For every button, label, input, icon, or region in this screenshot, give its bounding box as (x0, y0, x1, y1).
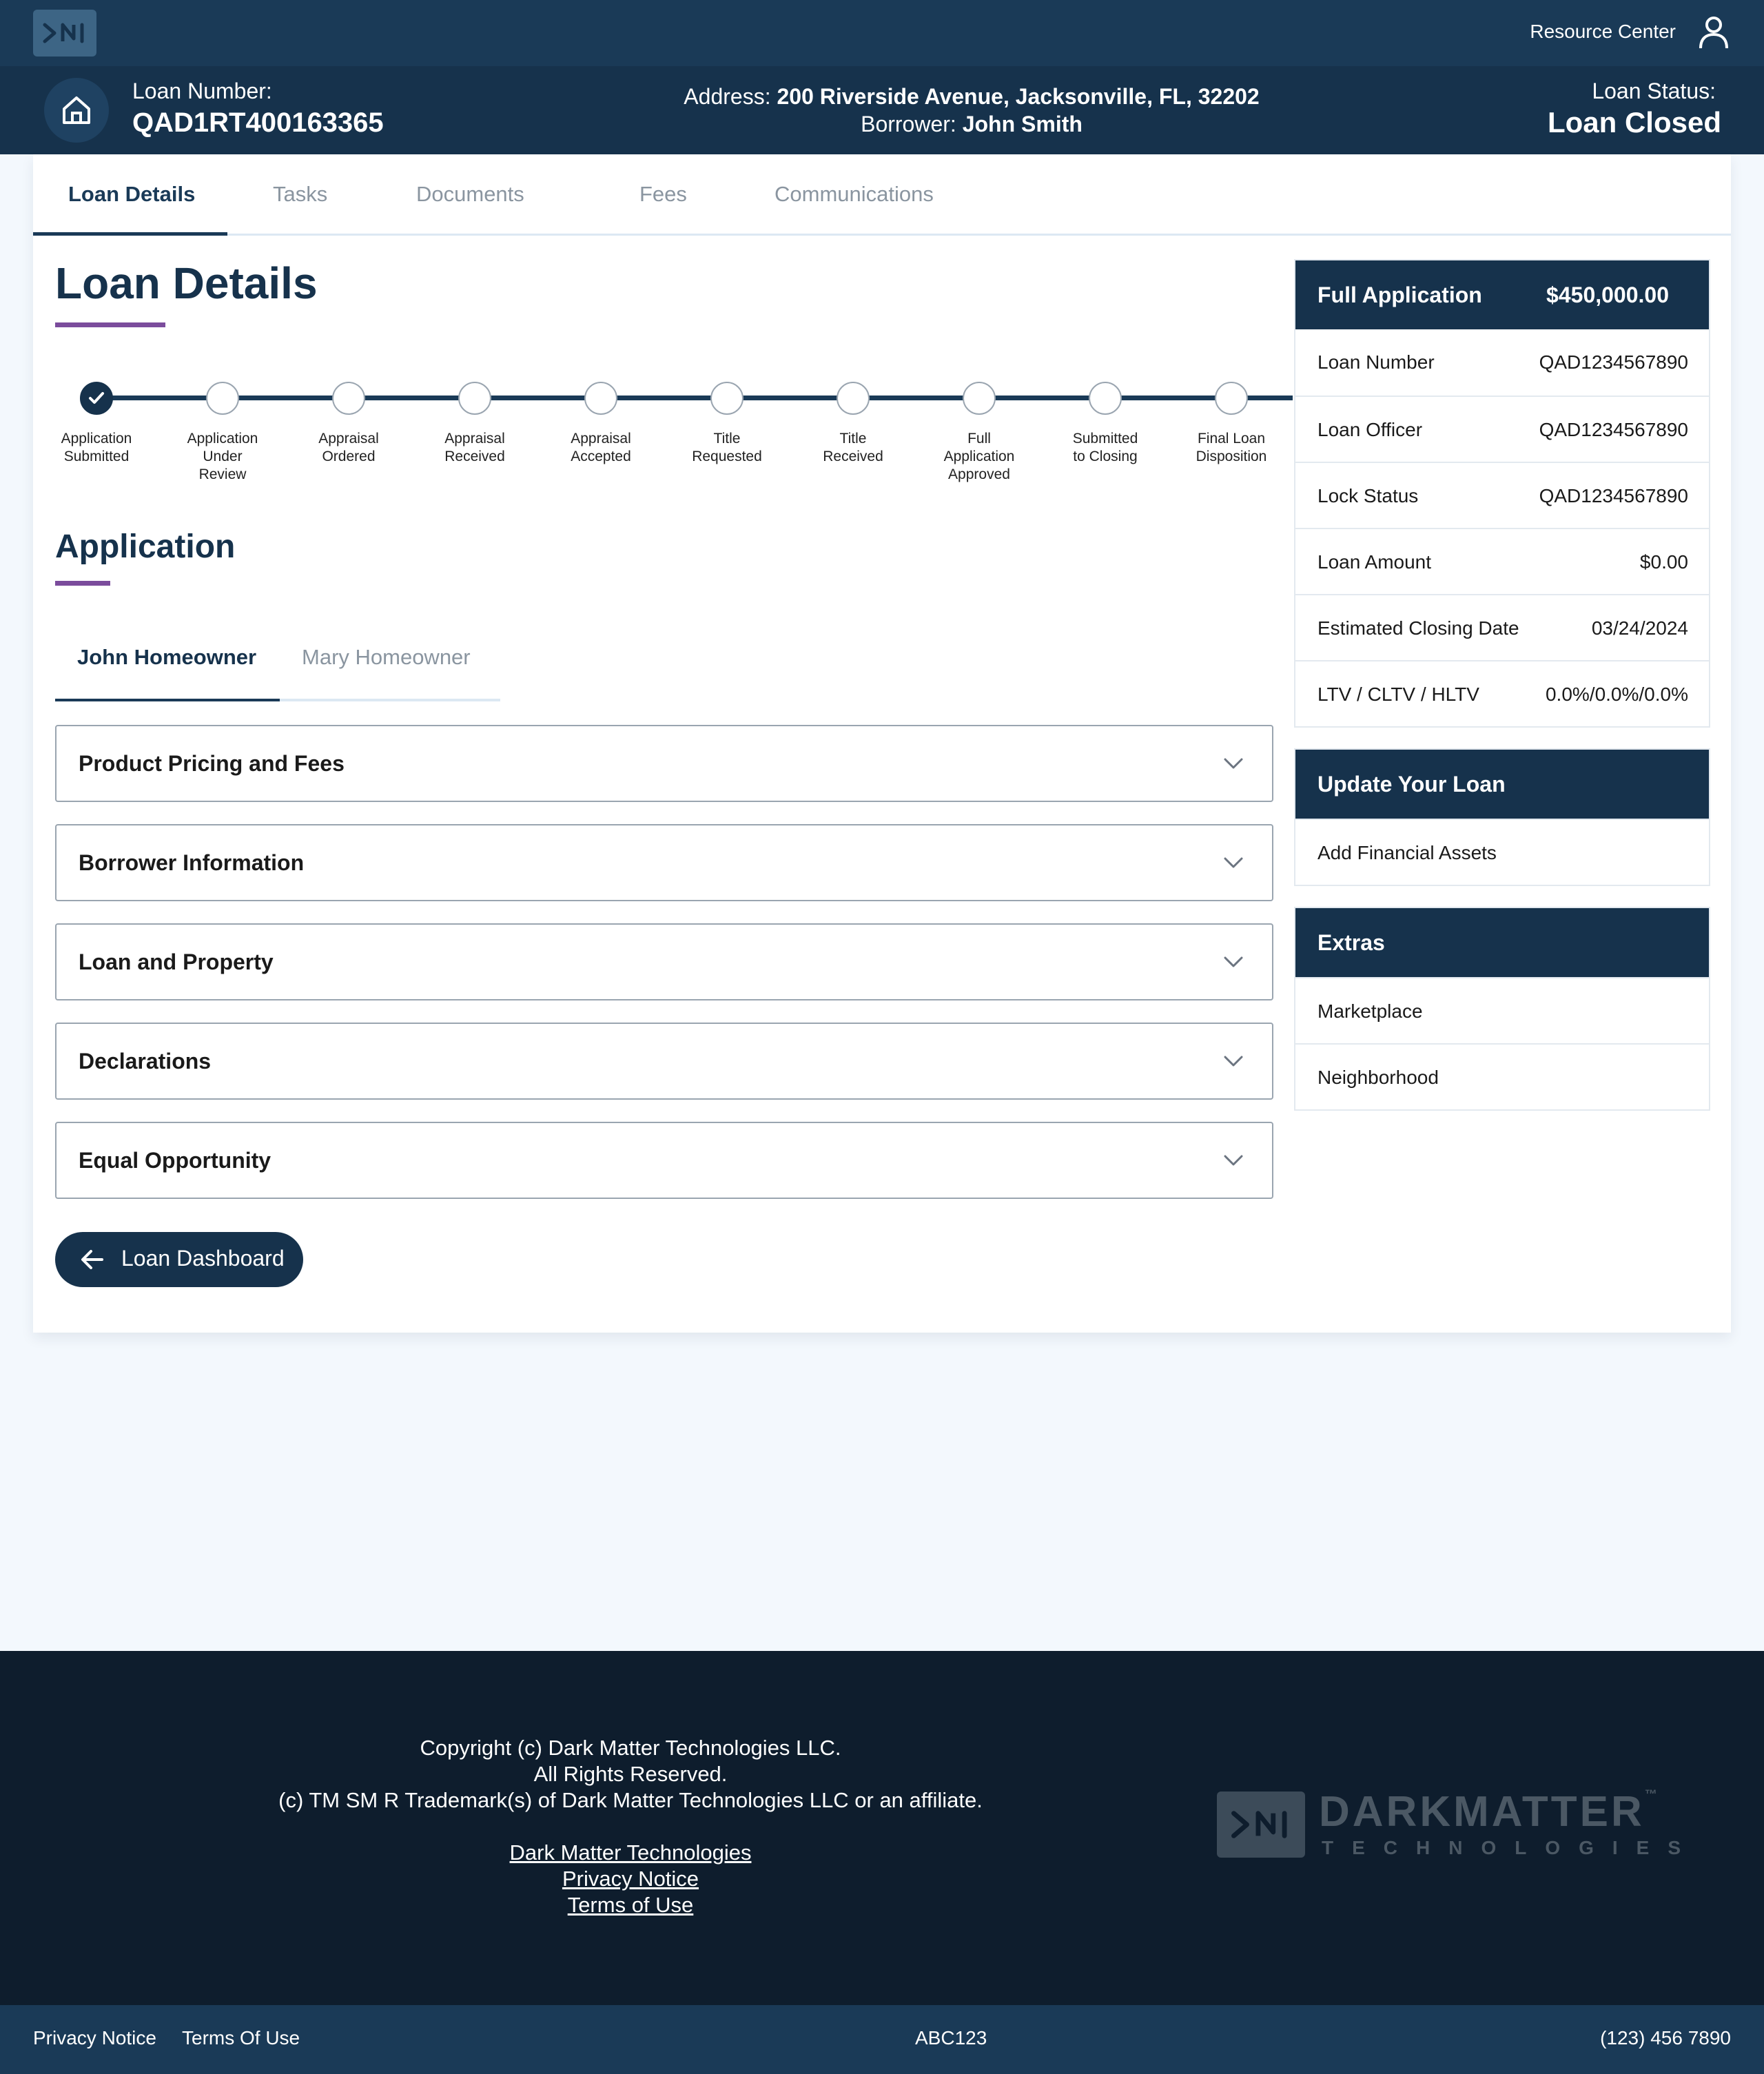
brand-trademark: ™ (1644, 1787, 1660, 1801)
progress-step (280, 382, 418, 466)
chevron-down-icon (1221, 850, 1246, 875)
loan-status-value: Loan Closed (1547, 106, 1721, 138)
tab-communications[interactable]: Communications (775, 182, 934, 206)
step-pending-icon (1215, 382, 1248, 415)
tab-john-homeowner[interactable]: John Homeowner (77, 645, 257, 669)
extras-title: Extras (1317, 930, 1385, 955)
progress-step-label: Application Under Review (187, 431, 258, 482)
step-pending-icon (206, 382, 239, 415)
active-tab-indicator (33, 232, 227, 236)
arrow-left-icon (80, 1247, 105, 1272)
copyright-line: All Rights Reserved. (533, 1762, 728, 1786)
tab-fees[interactable]: Fees (639, 182, 687, 206)
progress-step-label: Appraisal Accepted (571, 431, 631, 464)
step-pending-icon (458, 382, 491, 415)
full-application-amount: $450,000.00 (1546, 283, 1669, 307)
copyright-block (0, 1735, 1261, 1814)
step-pending-icon (963, 382, 996, 415)
step-pending-icon (584, 382, 617, 415)
progress-step (1162, 382, 1300, 466)
brand-subtitle: TECHNOLOGIES (1322, 1837, 1700, 1858)
loan-header (0, 66, 1764, 154)
update-your-loan-panel (1294, 748, 1710, 886)
summary-row-value: QAD1234567890 (1539, 419, 1688, 440)
accordion-loan-and-property[interactable] (55, 923, 1273, 1000)
tab-loan-details[interactable]: Loan Details (68, 182, 196, 206)
application-heading: Application (55, 528, 236, 565)
progress-step-label: Submitted to Closing (1072, 431, 1138, 464)
summary-row-label: Loan Amount (1317, 551, 1432, 573)
accordion-equal-opportunity[interactable] (55, 1122, 1273, 1199)
add-financial-assets-label: Add Financial Assets (1317, 842, 1497, 863)
summary-row-value: QAD1234567890 (1539, 485, 1688, 506)
accordion-declarations[interactable] (55, 1023, 1273, 1100)
summary-row-label: Loan Number (1317, 351, 1435, 373)
progress-step-label: Appraisal Ordered (318, 431, 379, 464)
address-value: 200 Riverside Avenue, Jacksonville, FL, 32202 (777, 84, 1260, 109)
bottom-bar (0, 2005, 1764, 2074)
main-tabs (33, 154, 1731, 236)
borrower-tabs (55, 645, 500, 701)
extras-header (1295, 908, 1709, 977)
accordion-title: Declarations (79, 1049, 212, 1074)
chevron-down-icon (1221, 1049, 1246, 1074)
top-navigation-bar (0, 0, 1764, 66)
loan-number-label: Loan Number: (132, 79, 272, 103)
summary-row (1295, 594, 1709, 660)
step-pending-icon (332, 382, 365, 415)
step-complete-icon (80, 382, 113, 415)
loan-dashboard-label: Loan Dashboard (121, 1246, 285, 1271)
summary-row (1295, 329, 1709, 396)
update-your-loan-title: Update Your Loan (1317, 772, 1506, 797)
full-application-header (1295, 260, 1709, 329)
borrower-label: Borrower: (861, 112, 956, 136)
summary-row-label: Lock Status (1317, 485, 1419, 506)
loan-status-label: Loan Status: (1592, 79, 1716, 103)
dark-matter-brand-logo (1217, 1787, 1700, 1867)
summary-row (1295, 660, 1709, 726)
progress-step (154, 382, 291, 484)
page-footer (0, 1651, 1764, 2005)
phone-number: (123) 456 7890 (1600, 2027, 1731, 2049)
full-application-title: Full Application (1317, 283, 1482, 307)
chevron-down-icon (1221, 1148, 1246, 1173)
privacy-notice-link[interactable]: Privacy Notice (562, 1867, 699, 1891)
extras-panel (1294, 907, 1710, 1111)
marketplace-link[interactable] (1295, 977, 1709, 1043)
copyright-line: Copyright (c) Dark Matter Technologies LLC. (420, 1736, 841, 1760)
summary-row-value: $0.00 (1639, 551, 1688, 573)
progress-step (784, 382, 922, 466)
bottom-privacy-notice-link[interactable]: Privacy Notice (33, 2027, 156, 2049)
dark-matter-technologies-link[interactable]: Dark Matter Technologies (509, 1840, 752, 1865)
loan-number-value: QAD1RT400163365 (132, 107, 384, 138)
borrower-value: John Smith (962, 112, 1083, 136)
summary-row-label: LTV / CLTV / HLTV (1317, 684, 1479, 705)
accordion-title: Borrower Information (79, 850, 305, 875)
site-code: ABC123 (915, 2027, 987, 2049)
address-borrower-block (0, 83, 1764, 138)
main-content-card (33, 154, 1731, 1333)
accordion-title: Equal Opportunity (79, 1148, 271, 1173)
step-pending-icon (837, 382, 870, 415)
address-label: Address: (684, 84, 771, 109)
progress-step (910, 382, 1048, 484)
progress-step (658, 382, 796, 466)
active-borrower-indicator (55, 699, 280, 701)
app-logo-icon[interactable] (33, 10, 96, 57)
progress-step (532, 382, 670, 466)
application-accent-bar (55, 581, 110, 586)
brand-name-text: DARKMATTER (1319, 1788, 1645, 1836)
progress-step (28, 382, 165, 466)
resource-center-link[interactable]: Resource Center (1530, 21, 1676, 42)
accordion-borrower-information[interactable] (55, 824, 1273, 901)
summary-row-label: Loan Officer (1317, 419, 1423, 440)
brand-mark-icon (1217, 1791, 1305, 1858)
tab-mary-homeowner[interactable]: Mary Homeowner (302, 645, 471, 669)
accordion-title: Loan and Property (79, 949, 274, 974)
step-pending-icon (1089, 382, 1122, 415)
step-pending-icon (710, 382, 743, 415)
summary-row (1295, 396, 1709, 462)
progress-step (406, 382, 544, 466)
chevron-down-icon (1221, 949, 1246, 974)
summary-row-label: Estimated Closing Date (1317, 617, 1519, 639)
page-title: Loan Details (55, 258, 318, 308)
footer-links (0, 1840, 1261, 1918)
neighborhood-label: Neighborhood (1317, 1067, 1439, 1088)
loan-dashboard-button[interactable] (55, 1232, 303, 1287)
summary-row-value: 03/24/2024 (1591, 617, 1688, 639)
brand-name (1319, 1787, 1660, 1836)
tab-tasks[interactable]: Tasks (273, 182, 328, 206)
summary-row (1295, 528, 1709, 594)
marketplace-label: Marketplace (1317, 1000, 1423, 1022)
tab-documents[interactable]: Documents (416, 182, 524, 206)
full-application-panel (1294, 259, 1710, 728)
summary-row (1295, 462, 1709, 528)
progress-step-label: Title Received (823, 431, 883, 464)
progress-step-label: Application Submitted (61, 431, 132, 464)
accordion-title: Product Pricing and Fees (79, 751, 345, 776)
copyright-line: (c) TM SM R Trademark(s) of Dark Matter Technologies LLC or an affiliate. (278, 1788, 983, 1812)
user-profile-icon[interactable] (1698, 15, 1730, 50)
bottom-terms-of-use-link[interactable]: Terms Of Use (182, 2027, 300, 2049)
summary-row-value: QAD1234567890 (1539, 351, 1688, 373)
accordion-product-pricing-and-fees[interactable] (55, 725, 1273, 802)
progress-step-label: Title Requested (692, 431, 762, 464)
update-your-loan-header (1295, 750, 1709, 819)
add-financial-assets-link[interactable] (1295, 819, 1709, 885)
progress-step-label: Appraisal Received (444, 431, 505, 464)
summary-row-value: 0.0%/0.0%/0.0% (1545, 684, 1688, 705)
terms-of-use-link[interactable]: Terms of Use (567, 1893, 694, 1917)
progress-step (1036, 382, 1174, 466)
progress-step-label: Full Application Approved (943, 431, 1015, 482)
progress-step-label: Final Loan Disposition (1196, 431, 1267, 464)
neighborhood-link[interactable] (1295, 1043, 1709, 1109)
title-accent-bar (55, 322, 165, 327)
chevron-down-icon (1221, 751, 1246, 776)
